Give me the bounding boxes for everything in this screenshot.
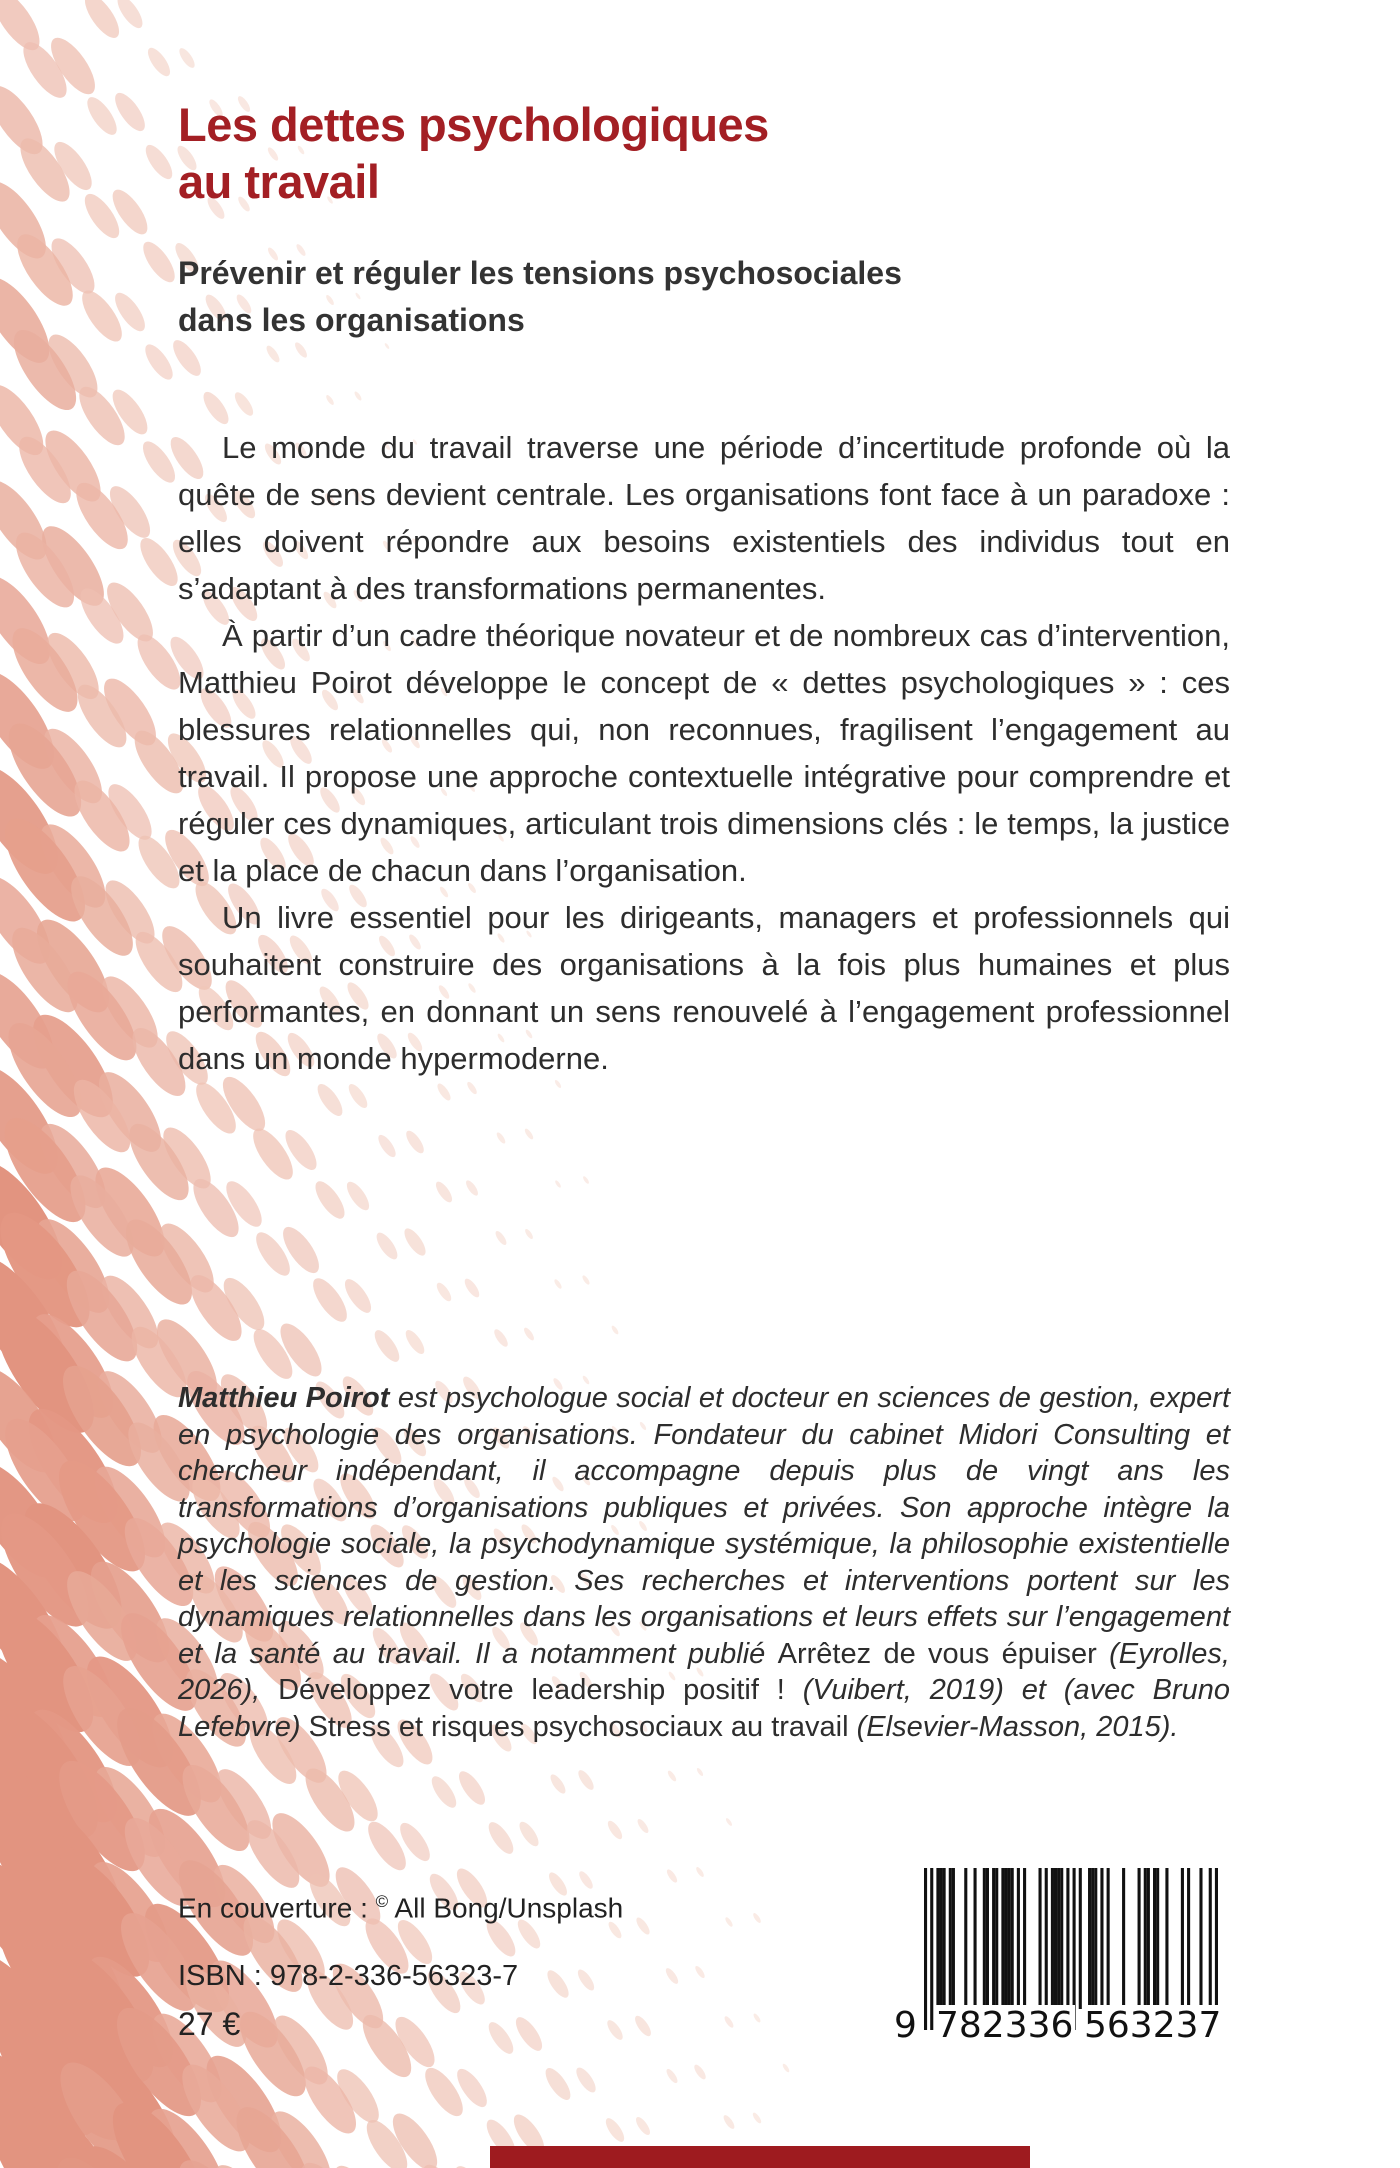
cover-credit-name: All Bong/Unsplash [394,1892,624,1924]
book-subtitle-line-1: Prévenir et réguler les tensions psychosociales [178,255,902,291]
cover-credit-label: En couverture : [178,1892,368,1924]
barcode-digit-group-2: 782336 [936,2005,1074,2046]
cover-photo-credit [178,1892,623,1924]
blurb-paragraph-2: À partir d’un cadre théorique novateur et de nombreux cas d’intervention, Matthieu Poirot développe le concept de « dettes psychologiques » : ces blessures relationnelles qui, non reconnues, fragilisent l’engagement au travail. Il propose une approche contextuelle intégrative pour comprendre et réguler ces dynamiques, articulant trois dimensions clés : le temps, la justice et la place de chacun dans l’organisation. [178,618,1230,888]
author-bio-segment: (Vuibert, 2019) et (avec Bruno Lefebvre) [178,1674,1230,1743]
barcode [890,1845,1240,2045]
author-bio-segment: Stress et risques psychosociaux au travail [308,1710,849,1743]
bottom-accent-bar [490,2146,1030,2168]
author-bio-segment: Matthieu Poirot [178,1382,390,1414]
isbn-number: ISBN : 978-2-336-56323-7 [178,1960,519,1992]
author-bio-segment: (Eyrolles, 2026), [178,1637,1230,1706]
author-bio-segment: Développez votre leadership positif ! [278,1674,785,1706]
barcode-digit-group-1: 9 [894,2005,917,2046]
book-title [178,96,938,210]
book-title-line-1: Les dettes psychologiques [178,98,769,151]
book-subtitle [178,250,938,344]
book-title-line-2: au travail [178,155,380,208]
author-bio-segment: est psychologue social et docteur en sciences de gestion, expert en psychologie des organisations. Fondateur du cabinet Midori Consulting et chercheur indépendant, il accompagne depuis plus de vingt ans les transformations d’organisations publiques et privées. Son approche intègre la psychologie sociale, la psychodynamique systémique, la philosophie existentielle et les sciences de gestion. Ses recherches et interventions portent sur les dynamiques relationnelles dans les organisations et leurs effets sur l’engagement et la santé au travail. Il a notamment publié [178,1382,1230,1670]
blurb-paragraph-1: Le monde du travail traverse une période d’incertitude profonde où la quête de sens devient centrale. Les organisations font face à un paradoxe : elles doivent répondre aux besoins existentiels des individus tout en s’adaptant à des transformations permanentes. [178,430,1230,606]
author-bio [178,1380,1230,1745]
price: 27 € [178,2006,241,2042]
author-bio-segment: Arrêtez de vous épuiser [777,1637,1097,1670]
blurb-paragraph-3: Un livre essentiel pour les dirigeants, managers et professionnels qui souhaitent construire des organisations à la fois plus humaines et plus performantes, en donnant un sens renouvelé à l’engagement professionnel dans un monde hypermoderne. [178,900,1230,1076]
back-cover-blurb [178,424,1230,1082]
author-bio-segment: (Elsevier-Masson, 2015). [848,1710,1179,1743]
copyright-symbol: © [375,1892,389,1911]
book-subtitle-line-2: dans les organisations [178,302,525,338]
barcode-digit-group-3: 563237 [1084,2005,1222,2046]
